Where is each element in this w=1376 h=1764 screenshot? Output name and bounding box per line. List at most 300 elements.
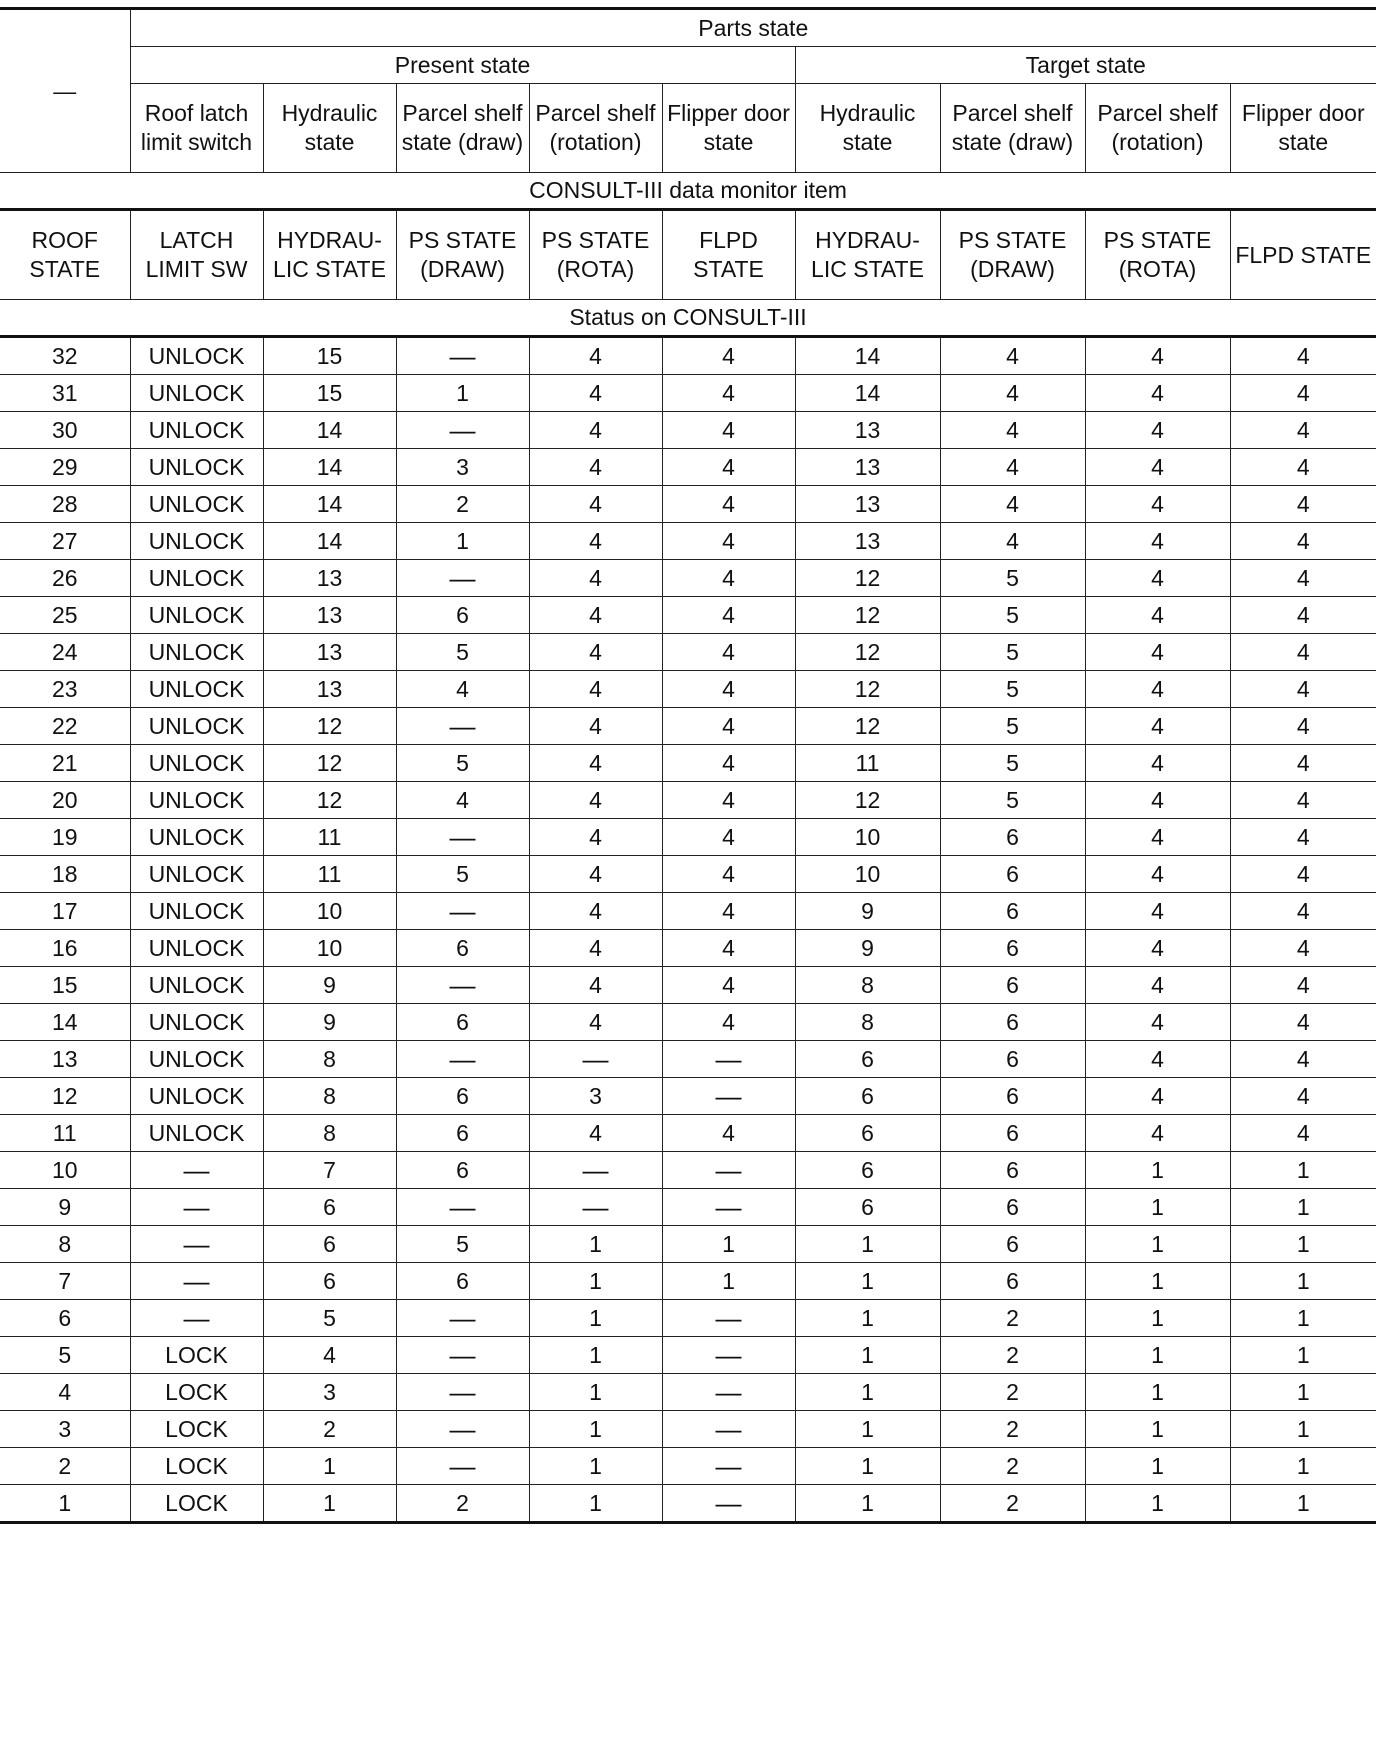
- table-row: [0, 449, 1376, 486]
- table-cell: 4: [529, 856, 662, 893]
- table-cell: 6: [396, 1115, 529, 1152]
- table-cell: 2: [940, 1448, 1085, 1485]
- table-cell: 4: [396, 782, 529, 819]
- part-name-header: Parcel shelf state (draw): [940, 84, 1085, 173]
- table-cell: 13: [795, 449, 940, 486]
- roof-state-cell: 31: [0, 375, 130, 412]
- table-row: [0, 1115, 1376, 1152]
- monitor-item-header: PS STATE (ROTA): [529, 210, 662, 300]
- table-cell: 4: [529, 967, 662, 1004]
- roof-state-cell: 3: [0, 1411, 130, 1448]
- table-cell: 4: [529, 486, 662, 523]
- table-cell: —: [396, 1448, 529, 1485]
- table-cell: 4: [940, 486, 1085, 523]
- table-cell: 4: [1085, 856, 1230, 893]
- table-cell: 1: [529, 1411, 662, 1448]
- table-cell: 1: [1230, 1300, 1376, 1337]
- table-cell: UNLOCK: [130, 708, 263, 745]
- table-cell: —: [662, 1485, 795, 1523]
- table-cell: 4: [662, 930, 795, 967]
- table-cell: 4: [662, 449, 795, 486]
- corner-cell: —: [0, 9, 130, 173]
- table-cell: 4: [529, 1004, 662, 1041]
- table-cell: 1: [1230, 1226, 1376, 1263]
- table-row: [0, 1041, 1376, 1078]
- table-cell: 4: [1230, 412, 1376, 449]
- part-name-header: Hydraulic state: [263, 84, 396, 173]
- roof-state-cell: 9: [0, 1189, 130, 1226]
- table-cell: 9: [263, 967, 396, 1004]
- table-cell: 1: [795, 1226, 940, 1263]
- table-cell: 4: [662, 337, 795, 375]
- table-cell: 6: [795, 1115, 940, 1152]
- table-cell: 4: [529, 375, 662, 412]
- table-cell: 4: [263, 1337, 396, 1374]
- table-row: [0, 856, 1376, 893]
- table-cell: 4: [1230, 893, 1376, 930]
- table-cell: —: [662, 1300, 795, 1337]
- table-cell: 1: [795, 1411, 940, 1448]
- table-cell: 14: [263, 486, 396, 523]
- table-row: [0, 745, 1376, 782]
- table-cell: 4: [1230, 708, 1376, 745]
- table-cell: 1: [396, 523, 529, 560]
- table-cell: 6: [396, 1004, 529, 1041]
- table-cell: 1: [795, 1263, 940, 1300]
- table-row: [0, 930, 1376, 967]
- table-cell: 6: [795, 1152, 940, 1189]
- table-row: [0, 967, 1376, 1004]
- table-cell: —: [529, 1041, 662, 1078]
- roof-state-cell: 23: [0, 671, 130, 708]
- roof-state-cell: 28: [0, 486, 130, 523]
- roof-state-cell: 15: [0, 967, 130, 1004]
- table-cell: 5: [940, 708, 1085, 745]
- table-row: [0, 1485, 1376, 1523]
- table-cell: —: [396, 560, 529, 597]
- part-name-header: Parcel shelf (rotation): [529, 84, 662, 173]
- table-cell: 4: [662, 523, 795, 560]
- table-cell: 4: [1230, 560, 1376, 597]
- roof-state-cell: 22: [0, 708, 130, 745]
- table-cell: 10: [263, 893, 396, 930]
- table-cell: UNLOCK: [130, 671, 263, 708]
- table-cell: 7: [263, 1152, 396, 1189]
- table-cell: 2: [940, 1485, 1085, 1523]
- roof-state-cell: 6: [0, 1300, 130, 1337]
- table-cell: 4: [1230, 856, 1376, 893]
- table-cell: 5: [940, 745, 1085, 782]
- table-cell: 4: [662, 597, 795, 634]
- table-cell: 1: [1230, 1485, 1376, 1523]
- header-row-parts-state: [0, 9, 1376, 47]
- table-cell: 12: [263, 782, 396, 819]
- table-cell: 1: [795, 1485, 940, 1523]
- roof-state-cell: 10: [0, 1152, 130, 1189]
- table-cell: UNLOCK: [130, 1078, 263, 1115]
- table-cell: 5: [940, 634, 1085, 671]
- table-cell: 1: [1230, 1152, 1376, 1189]
- table-cell: 13: [795, 412, 940, 449]
- table-cell: 13: [795, 486, 940, 523]
- table-row: [0, 782, 1376, 819]
- table-cell: 1: [795, 1374, 940, 1411]
- table-cell: UNLOCK: [130, 523, 263, 560]
- table-cell: 5: [396, 634, 529, 671]
- header-row-state-group: [0, 47, 1376, 84]
- table-row: [0, 819, 1376, 856]
- table-cell: 13: [263, 671, 396, 708]
- table-cell: 4: [529, 782, 662, 819]
- table-cell: 14: [263, 449, 396, 486]
- table-cell: —: [130, 1263, 263, 1300]
- table-cell: 4: [662, 708, 795, 745]
- table-row: [0, 1337, 1376, 1374]
- table-cell: 5: [263, 1300, 396, 1337]
- table-cell: 4: [662, 819, 795, 856]
- consult-monitor-band: CONSULT-III data monitor item: [0, 173, 1376, 210]
- table-cell: 13: [263, 597, 396, 634]
- table-cell: UNLOCK: [130, 967, 263, 1004]
- table-cell: 4: [1230, 449, 1376, 486]
- table-cell: —: [130, 1189, 263, 1226]
- table-cell: 1: [1230, 1448, 1376, 1485]
- table-cell: 6: [396, 1263, 529, 1300]
- table-cell: 14: [795, 337, 940, 375]
- part-name-header: Parcel shelf (rotation): [1085, 84, 1230, 173]
- table-cell: 1: [529, 1337, 662, 1374]
- table-cell: 4: [662, 782, 795, 819]
- table-row: [0, 1374, 1376, 1411]
- table-cell: 6: [940, 856, 1085, 893]
- table-cell: UNLOCK: [130, 597, 263, 634]
- part-name-header: Parcel shelf state (draw): [396, 84, 529, 173]
- roof-state-cell: 30: [0, 412, 130, 449]
- table-cell: 4: [1230, 782, 1376, 819]
- table-cell: —: [396, 967, 529, 1004]
- table-cell: 3: [263, 1374, 396, 1411]
- roof-state-cell: 32: [0, 337, 130, 375]
- table-cell: 1: [662, 1263, 795, 1300]
- table-cell: UNLOCK: [130, 893, 263, 930]
- roof-state-cell: 17: [0, 893, 130, 930]
- table-cell: —: [529, 1189, 662, 1226]
- table-cell: 4: [529, 671, 662, 708]
- table-cell: 1: [263, 1448, 396, 1485]
- roof-state-cell: 5: [0, 1337, 130, 1374]
- table-cell: 4: [1230, 819, 1376, 856]
- monitor-item-header: LATCH LIMIT SW: [130, 210, 263, 300]
- table-cell: 1: [662, 1226, 795, 1263]
- table-cell: —: [396, 893, 529, 930]
- table-cell: 12: [795, 634, 940, 671]
- roof-state-cell: 20: [0, 782, 130, 819]
- table-row: [0, 597, 1376, 634]
- table-cell: 6: [940, 1189, 1085, 1226]
- monitor-item-header: FLPD STATE: [1230, 210, 1376, 300]
- table-cell: LOCK: [130, 1448, 263, 1485]
- table-cell: 4: [1230, 486, 1376, 523]
- table-cell: 13: [263, 560, 396, 597]
- table-cell: 9: [795, 893, 940, 930]
- table-row: [0, 375, 1376, 412]
- table-cell: 4: [529, 708, 662, 745]
- table-cell: 5: [396, 1226, 529, 1263]
- table-cell: UNLOCK: [130, 745, 263, 782]
- roof-state-cell: 16: [0, 930, 130, 967]
- monitor-item-header: PS STATE (DRAW): [940, 210, 1085, 300]
- table-cell: —: [662, 1374, 795, 1411]
- table-cell: 4: [529, 930, 662, 967]
- table-cell: 4: [1085, 486, 1230, 523]
- roof-state-cell: 29: [0, 449, 130, 486]
- table-cell: 4: [1085, 893, 1230, 930]
- table-cell: 2: [263, 1411, 396, 1448]
- roof-state-cell: 19: [0, 819, 130, 856]
- table-cell: 12: [263, 708, 396, 745]
- table-cell: 4: [1085, 375, 1230, 412]
- table-cell: —: [396, 1300, 529, 1337]
- part-name-header: Flipper door state: [1230, 84, 1376, 173]
- table-cell: 4: [529, 1115, 662, 1152]
- table-cell: —: [396, 708, 529, 745]
- table-cell: 5: [940, 671, 1085, 708]
- table-cell: 1: [795, 1300, 940, 1337]
- table-row: [0, 893, 1376, 930]
- table-cell: 8: [263, 1115, 396, 1152]
- table-cell: LOCK: [130, 1485, 263, 1523]
- table-cell: 6: [263, 1226, 396, 1263]
- table-cell: 1: [396, 375, 529, 412]
- table-cell: —: [396, 412, 529, 449]
- roof-state-cell: 18: [0, 856, 130, 893]
- consult-band-row: [0, 173, 1376, 210]
- table-cell: LOCK: [130, 1411, 263, 1448]
- table-cell: 1: [1230, 1263, 1376, 1300]
- table-cell: 1: [529, 1374, 662, 1411]
- table-row: [0, 1448, 1376, 1485]
- roof-state-cell: 11: [0, 1115, 130, 1152]
- table-cell: 4: [1230, 1041, 1376, 1078]
- table-cell: 6: [940, 893, 1085, 930]
- table-cell: 4: [662, 856, 795, 893]
- table-cell: 6: [940, 1263, 1085, 1300]
- table-cell: 4: [1085, 523, 1230, 560]
- table-cell: 4: [1230, 337, 1376, 375]
- table-cell: 9: [795, 930, 940, 967]
- table-cell: 6: [940, 1115, 1085, 1152]
- table-cell: 4: [1085, 1115, 1230, 1152]
- parts-state-table: [0, 7, 1376, 1524]
- table-cell: 6: [795, 1041, 940, 1078]
- table-cell: 8: [795, 1004, 940, 1041]
- table-cell: 4: [1085, 930, 1230, 967]
- table-cell: 4: [1085, 967, 1230, 1004]
- roof-state-cell: 13: [0, 1041, 130, 1078]
- table-cell: 4: [1085, 1041, 1230, 1078]
- table-cell: 11: [263, 819, 396, 856]
- table-cell: 4: [1230, 1004, 1376, 1041]
- table-cell: 4: [940, 375, 1085, 412]
- table-cell: 9: [263, 1004, 396, 1041]
- table-cell: UNLOCK: [130, 375, 263, 412]
- table-cell: UNLOCK: [130, 560, 263, 597]
- table-cell: —: [529, 1152, 662, 1189]
- table-cell: 8: [795, 967, 940, 1004]
- table-cell: 4: [1085, 819, 1230, 856]
- table-cell: 15: [263, 375, 396, 412]
- table-cell: 4: [662, 412, 795, 449]
- table-cell: 4: [940, 412, 1085, 449]
- table-cell: 4: [1230, 1115, 1376, 1152]
- table-cell: 1: [529, 1226, 662, 1263]
- table-cell: 12: [795, 782, 940, 819]
- table-cell: 1: [1230, 1189, 1376, 1226]
- table-cell: 12: [795, 560, 940, 597]
- table-cell: 6: [940, 967, 1085, 1004]
- table-row: [0, 671, 1376, 708]
- monitor-item-header: PS STATE (DRAW): [396, 210, 529, 300]
- table-cell: 11: [263, 856, 396, 893]
- table-cell: 4: [662, 745, 795, 782]
- table-cell: 6: [396, 597, 529, 634]
- monitor-item-header: ROOF STATE: [0, 210, 130, 300]
- table-cell: 6: [940, 819, 1085, 856]
- table-cell: —: [662, 1078, 795, 1115]
- table-cell: UNLOCK: [130, 486, 263, 523]
- table-cell: 2: [396, 1485, 529, 1523]
- table-cell: 10: [795, 819, 940, 856]
- table-cell: 2: [940, 1337, 1085, 1374]
- table-cell: —: [130, 1300, 263, 1337]
- table-cell: 1: [1085, 1485, 1230, 1523]
- table-cell: 4: [1230, 967, 1376, 1004]
- table-cell: 8: [263, 1041, 396, 1078]
- table-cell: 4: [940, 337, 1085, 375]
- table-cell: 4: [1085, 671, 1230, 708]
- roof-state-cell: 14: [0, 1004, 130, 1041]
- table-cell: —: [396, 1337, 529, 1374]
- table-cell: UNLOCK: [130, 634, 263, 671]
- table-cell: —: [662, 1337, 795, 1374]
- table-cell: UNLOCK: [130, 412, 263, 449]
- table-row: [0, 337, 1376, 375]
- table-cell: 1: [1085, 1411, 1230, 1448]
- table-cell: 5: [940, 782, 1085, 819]
- table-cell: UNLOCK: [130, 930, 263, 967]
- table-cell: 4: [662, 375, 795, 412]
- part-name-header: Hydraulic state: [795, 84, 940, 173]
- table-row: [0, 708, 1376, 745]
- table-cell: —: [662, 1041, 795, 1078]
- monitor-item-header: HYDRAU-LIC STATE: [795, 210, 940, 300]
- part-name-header: Roof latch limit switch: [130, 84, 263, 173]
- roof-state-cell: 7: [0, 1263, 130, 1300]
- table-row: [0, 634, 1376, 671]
- table-row: [0, 1411, 1376, 1448]
- present-state-header: Present state: [130, 47, 795, 84]
- table-cell: —: [396, 1411, 529, 1448]
- table-cell: 14: [263, 523, 396, 560]
- table-cell: 4: [1085, 412, 1230, 449]
- roof-state-cell: 8: [0, 1226, 130, 1263]
- table-cell: 6: [940, 1004, 1085, 1041]
- target-state-header: Target state: [795, 47, 1376, 84]
- monitor-item-header: HYDRAU-LIC STATE: [263, 210, 396, 300]
- table-cell: 4: [1230, 745, 1376, 782]
- table-cell: 1: [529, 1448, 662, 1485]
- table-cell: 5: [396, 856, 529, 893]
- roof-state-cell: 25: [0, 597, 130, 634]
- table-cell: 4: [662, 967, 795, 1004]
- table-row: [0, 1263, 1376, 1300]
- monitor-item-header: FLPD STATE: [662, 210, 795, 300]
- table-cell: 1: [1230, 1411, 1376, 1448]
- table-row: [0, 1189, 1376, 1226]
- table-cell: —: [662, 1411, 795, 1448]
- table-cell: 4: [1230, 523, 1376, 560]
- table-cell: 4: [529, 449, 662, 486]
- table-cell: UNLOCK: [130, 1041, 263, 1078]
- table-cell: 4: [529, 597, 662, 634]
- status-band: Status on CONSULT-III: [0, 300, 1376, 337]
- table-cell: 12: [263, 745, 396, 782]
- table-cell: 1: [795, 1448, 940, 1485]
- table-cell: 4: [529, 337, 662, 375]
- table-cell: 1: [529, 1485, 662, 1523]
- roof-state-cell: 24: [0, 634, 130, 671]
- table-cell: 1: [529, 1300, 662, 1337]
- table-cell: 4: [662, 671, 795, 708]
- table-cell: 4: [529, 819, 662, 856]
- table-cell: 4: [396, 671, 529, 708]
- table-cell: 10: [795, 856, 940, 893]
- table-cell: UNLOCK: [130, 819, 263, 856]
- table-cell: 4: [662, 634, 795, 671]
- table-cell: 4: [662, 1115, 795, 1152]
- table-cell: 6: [795, 1078, 940, 1115]
- table-cell: 2: [940, 1411, 1085, 1448]
- table-cell: 6: [396, 1078, 529, 1115]
- table-cell: 10: [263, 930, 396, 967]
- table-cell: 4: [1085, 560, 1230, 597]
- table-cell: 4: [529, 893, 662, 930]
- table-cell: UNLOCK: [130, 1115, 263, 1152]
- table-cell: 4: [1085, 449, 1230, 486]
- roof-state-cell: 1: [0, 1485, 130, 1523]
- table-cell: 4: [1085, 634, 1230, 671]
- header-row-monitor-items: [0, 210, 1376, 300]
- table-cell: 4: [1085, 1078, 1230, 1115]
- table-row: [0, 1004, 1376, 1041]
- table-cell: 3: [396, 449, 529, 486]
- table-cell: 15: [263, 337, 396, 375]
- table-cell: 1: [1085, 1189, 1230, 1226]
- table-cell: 13: [795, 523, 940, 560]
- table-row: [0, 1152, 1376, 1189]
- table-cell: 6: [940, 1226, 1085, 1263]
- table-cell: 1: [1085, 1448, 1230, 1485]
- table-cell: 12: [795, 708, 940, 745]
- table-cell: 4: [1085, 337, 1230, 375]
- table-cell: 14: [263, 412, 396, 449]
- table-cell: 13: [263, 634, 396, 671]
- table-cell: 4: [1230, 671, 1376, 708]
- table-row: [0, 486, 1376, 523]
- table-cell: —: [396, 1189, 529, 1226]
- table-cell: 1: [1230, 1374, 1376, 1411]
- table-cell: —: [130, 1152, 263, 1189]
